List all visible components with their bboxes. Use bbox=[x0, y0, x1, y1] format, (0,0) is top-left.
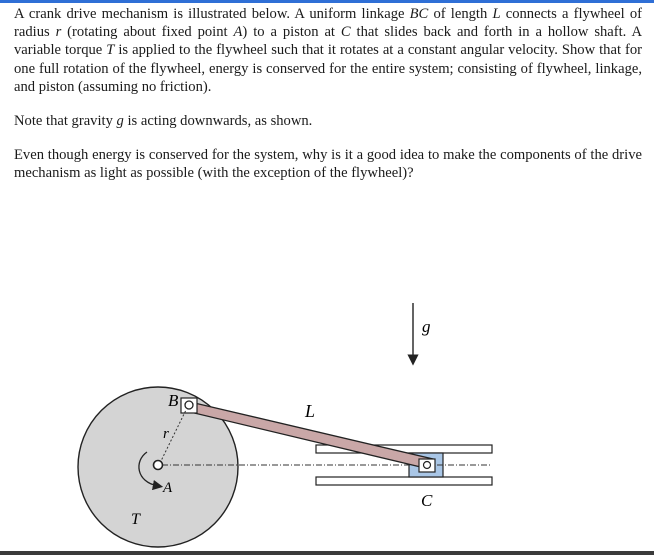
pivot-a bbox=[154, 461, 163, 470]
problem-paragraph-3: Even though energy is conserved for the system, why is it a good idea to make the components of the drive mechanism as light as possible (with the exception of the flywheel)? bbox=[14, 147, 642, 182]
problem-text bbox=[14, 5, 642, 183]
crank-mechanism-diagram bbox=[0, 280, 654, 555]
top-accent-rule bbox=[0, 0, 654, 3]
label-t: T bbox=[131, 511, 140, 528]
label-c: C bbox=[421, 491, 433, 510]
problem-paragraph-1: A crank drive mechanism is illustrated below. A uniform linkage BC of length L connects a flywheel of radius r (rotating about fixed point A) to a piston at C that slides back and forth in a hollow shaft. A variable torque T is applied to the flywheel such that it rotates at a constant angular velocity. Show that for one full rotation of the flywheel, energy is conserved for the entire system; consisting of flywheel, linkage, and piston (assuming no friction). bbox=[14, 6, 643, 95]
label-b: B bbox=[168, 391, 179, 410]
pin-b bbox=[181, 398, 197, 413]
label-r: r bbox=[163, 426, 169, 442]
label-a: A bbox=[163, 480, 173, 496]
label-l: L bbox=[305, 401, 316, 421]
crank-mechanism-figure bbox=[0, 280, 654, 555]
pin-c bbox=[419, 459, 435, 472]
label-g: g bbox=[422, 317, 431, 336]
problem-paragraph-2: Note that gravity g is acting downwards, as shown. bbox=[14, 113, 313, 130]
bottom-edge-bar bbox=[0, 551, 654, 555]
